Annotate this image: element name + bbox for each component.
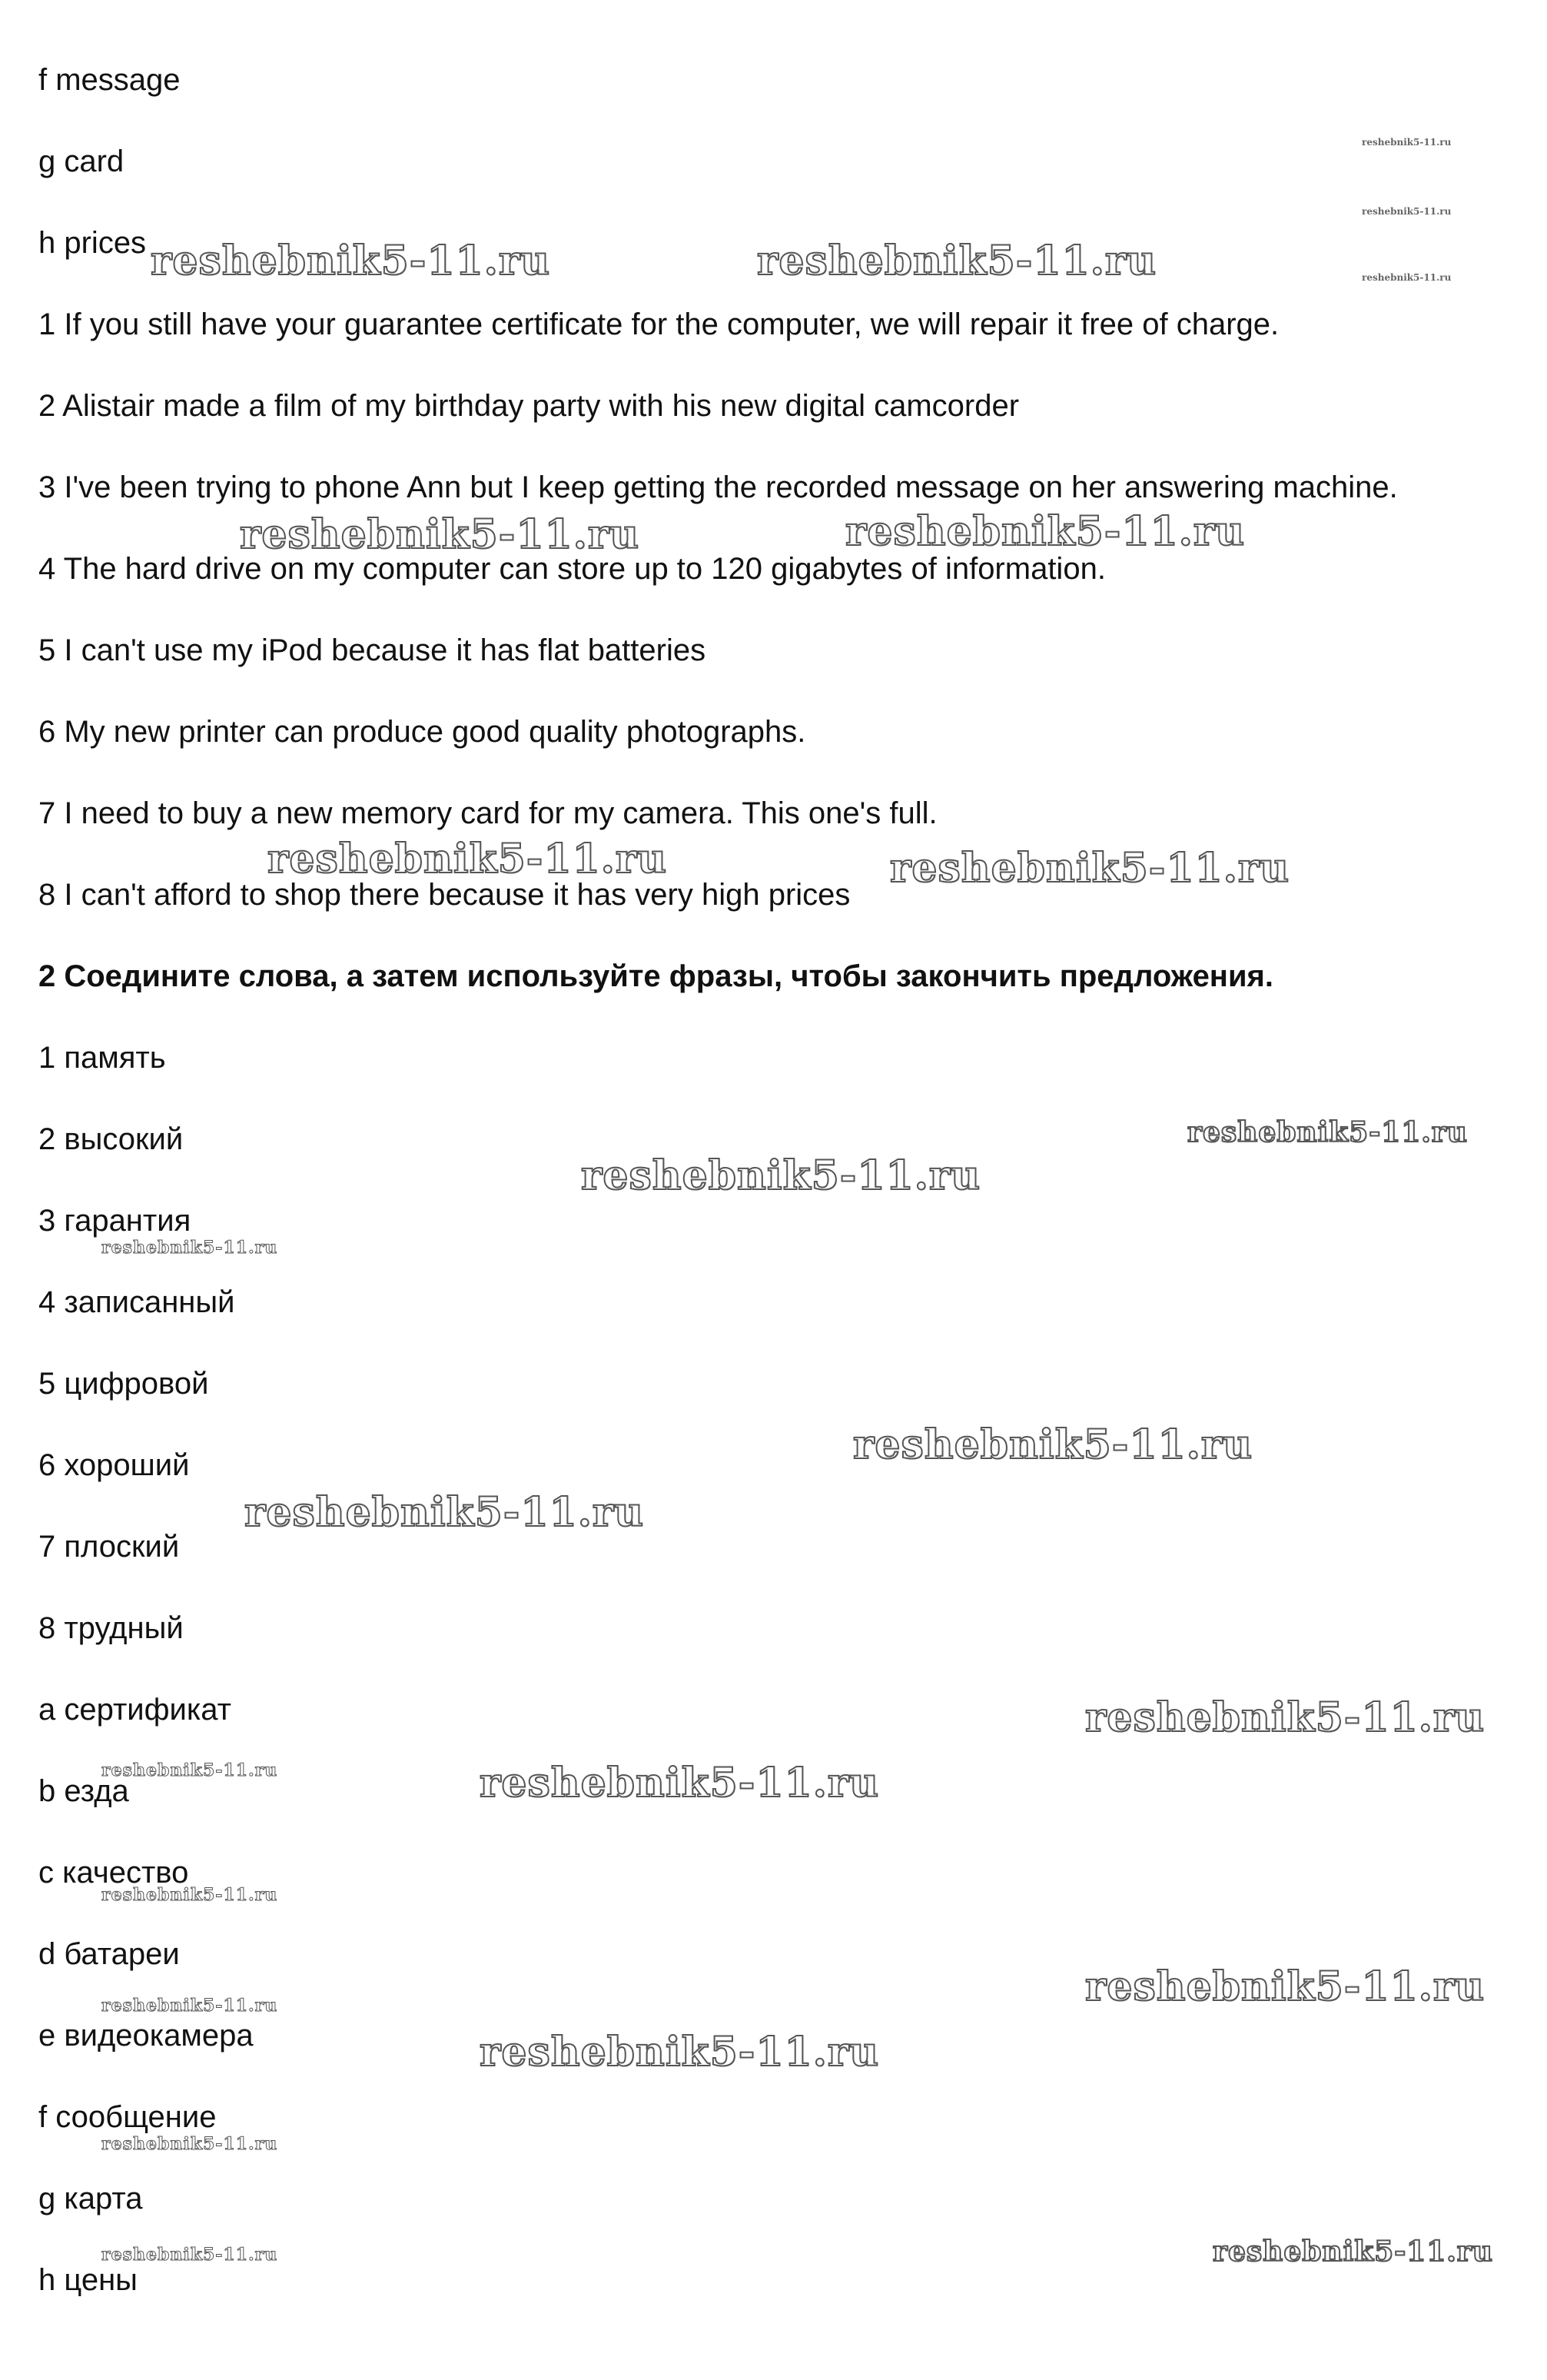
watermark: reshebnik5-11.ru bbox=[757, 238, 1157, 284]
numbered-word: 7 плоский bbox=[38, 1530, 180, 1564]
watermark: reshebnik5-11.ru bbox=[101, 2245, 278, 2265]
watermark: reshebnik5-11.ru bbox=[101, 1885, 278, 1905]
answer-line: f message bbox=[38, 63, 181, 97]
sentence-line: 7 I need to buy a new memory card for my camera. This one's full. bbox=[38, 796, 938, 830]
watermark: reshebnik5-11.ru bbox=[845, 508, 1246, 555]
watermark: reshebnik5-11.ru bbox=[480, 1760, 880, 1807]
sentence-line: 2 Alistair made a film of my birthday party with his new digital camcorder bbox=[38, 389, 1020, 423]
watermark: reshebnik5-11.ru bbox=[853, 1421, 1253, 1468]
answer-line: h prices bbox=[38, 226, 147, 260]
watermark: reshebnik5-11.ru bbox=[480, 2029, 880, 2076]
lettered-word: a сертификат bbox=[38, 1693, 231, 1727]
numbered-word: 3 гарантия bbox=[38, 1204, 191, 1238]
sentence-line: 6 My new printer can produce good quality photographs. bbox=[38, 715, 806, 749]
watermark: reshebnik5-11.ru bbox=[101, 1238, 278, 1258]
watermark: reshebnik5-11.ru bbox=[1362, 206, 1452, 217]
sentence-line: 4 The hard drive on my computer can store up to 120 gigabytes of information. bbox=[38, 552, 1106, 586]
watermark: reshebnik5-11.ru bbox=[101, 2134, 278, 2154]
lettered-word: h цены bbox=[38, 2263, 138, 2297]
task-heading: 2 Соедините слова, а затем используйте фразы, чтобы закончить предложения. bbox=[38, 959, 1274, 993]
watermark: reshebnik5-11.ru bbox=[1187, 1116, 1468, 1148]
lettered-word: g карта bbox=[38, 2182, 143, 2215]
numbered-word: 1 память bbox=[38, 1041, 166, 1075]
watermark: reshebnik5-11.ru bbox=[151, 238, 551, 284]
lettered-word: f сообщение bbox=[38, 2100, 217, 2134]
numbered-word: 2 высокий bbox=[38, 1122, 184, 1156]
watermark: reshebnik5-11.ru bbox=[890, 845, 1290, 892]
watermark: reshebnik5-11.ru bbox=[267, 836, 668, 883]
lettered-word: b езда bbox=[38, 1774, 129, 1808]
numbered-word: 6 хороший bbox=[38, 1448, 190, 1482]
lettered-word: e видеокамера bbox=[38, 2019, 254, 2053]
lettered-word: c качество bbox=[38, 1856, 189, 1890]
numbered-word: 4 записанный bbox=[38, 1285, 235, 1319]
watermark: reshebnik5-11.ru bbox=[1362, 272, 1452, 283]
sentence-line: 8 I can't afford to shop there because it has very high prices bbox=[38, 878, 851, 912]
sentence-line: 3 I've been trying to phone Ann but I keep getting the recorded message on her answering machine. bbox=[38, 470, 1398, 504]
watermark: reshebnik5-11.ru bbox=[240, 511, 640, 558]
watermark: reshebnik5-11.ru bbox=[101, 1996, 278, 2016]
watermark: reshebnik5-11.ru bbox=[244, 1489, 645, 1536]
answer-line: g card bbox=[38, 145, 124, 178]
sentence-line: 1 If you still have your guarantee certificate for the computer, we will repair it free of charge. bbox=[38, 307, 1280, 341]
watermark: reshebnik5-11.ru bbox=[1085, 1963, 1486, 2010]
watermark: reshebnik5-11.ru bbox=[101, 1760, 278, 1780]
watermark: reshebnik5-11.ru bbox=[581, 1152, 981, 1199]
lettered-word: d батареи bbox=[38, 1937, 180, 1971]
numbered-word: 5 цифровой bbox=[38, 1367, 209, 1401]
watermark: reshebnik5-11.ru bbox=[1085, 1694, 1486, 1741]
sentence-line: 5 I can't use my iPod because it has flat batteries bbox=[38, 633, 706, 667]
watermark: reshebnik5-11.ru bbox=[1362, 137, 1452, 148]
numbered-word: 8 трудный bbox=[38, 1611, 184, 1645]
watermark: reshebnik5-11.ru bbox=[1213, 2235, 1493, 2268]
